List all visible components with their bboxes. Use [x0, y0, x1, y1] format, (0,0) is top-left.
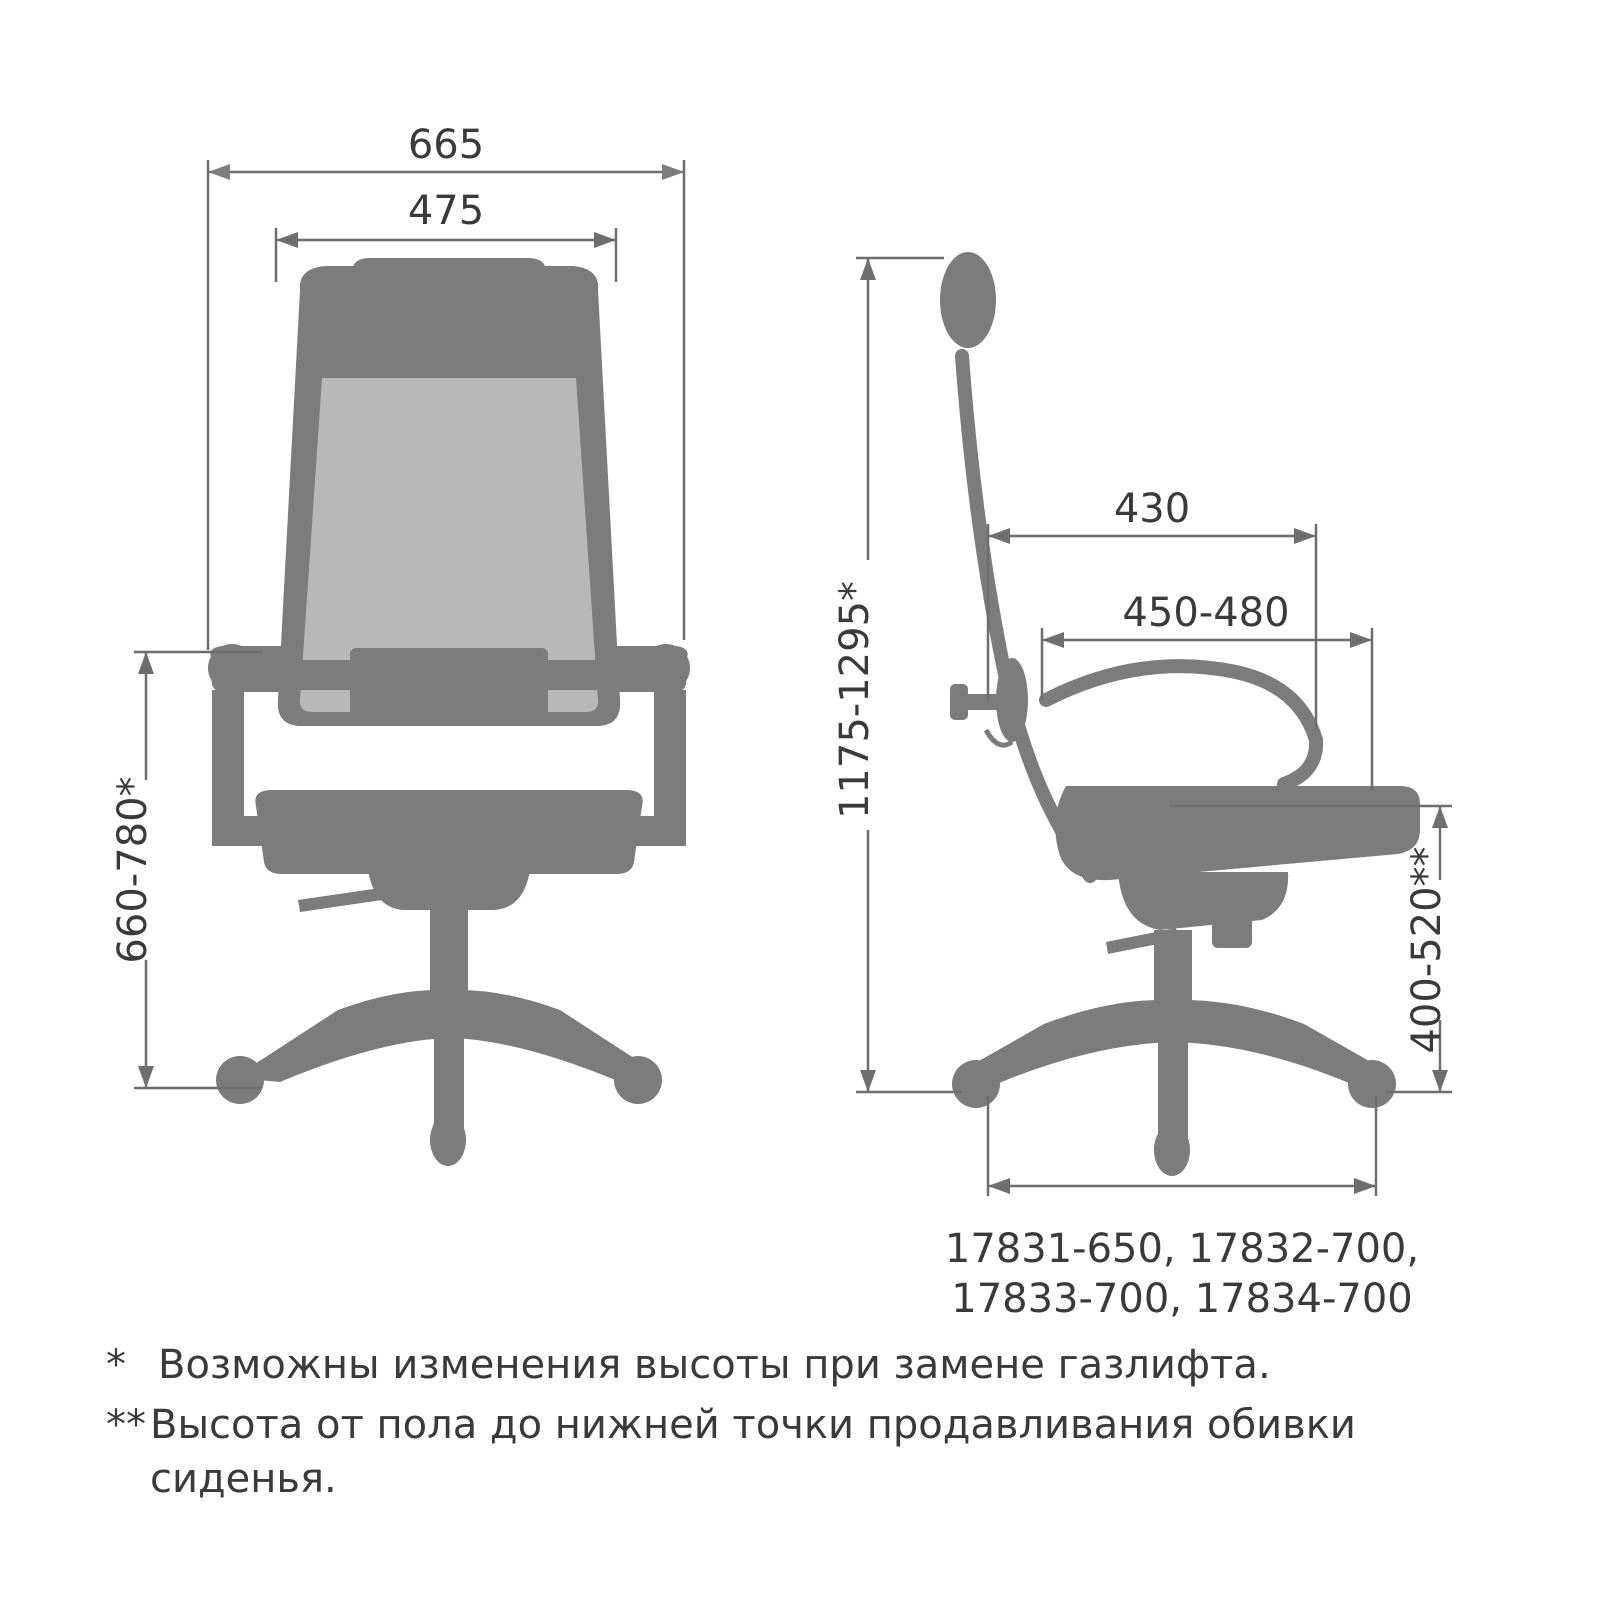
front-caster-left	[216, 1056, 264, 1104]
front-caster-right	[614, 1056, 662, 1104]
side-caster-left	[952, 1060, 1000, 1108]
front-view-chair	[208, 258, 690, 1166]
model-codes	[945, 1226, 1419, 1322]
footnote-marker-1: *	[106, 1342, 126, 1388]
side-tilt-lever	[1212, 892, 1252, 948]
front-seat	[255, 790, 642, 874]
footnote-marker-2: **	[106, 1402, 146, 1448]
dim-front-seat-height: 660-780*	[110, 776, 156, 964]
side-headrest	[940, 252, 996, 348]
model-codes-line-2: 17833-700, 17834-700	[951, 1276, 1413, 1322]
front-mechanism	[368, 870, 530, 910]
side-mechanism	[1118, 872, 1288, 930]
front-arrow-665-right	[662, 164, 684, 180]
dim-seat-depth: 430	[1113, 486, 1191, 532]
side-caster-center	[1154, 1124, 1190, 1176]
dim-overall-depth: 450-480	[1122, 590, 1290, 636]
dim-overall-width: 665	[407, 122, 485, 168]
side-arrow-base-right	[1354, 1178, 1376, 1194]
side-caster-right	[1348, 1060, 1396, 1108]
front-arrow-height-bottom	[138, 1066, 154, 1088]
side-view-chair	[940, 252, 1420, 1176]
side-arrow-seatheight-bottom	[1432, 1070, 1448, 1092]
front-arrow-665-left	[208, 164, 230, 180]
side-armrest-front	[1284, 740, 1316, 784]
side-seat	[1055, 786, 1420, 880]
side-arrow-430-right	[1294, 528, 1316, 544]
front-lumbar-pad	[350, 648, 548, 718]
footnotes	[106, 1342, 1356, 1502]
footnote-text-1: Возможны изменения высоты при замене газлифта.	[158, 1342, 1271, 1388]
side-arrow-seatheight-top	[1432, 806, 1448, 828]
side-armrest-top	[1046, 666, 1316, 740]
dim-back-width: 475	[407, 188, 485, 234]
front-armrest-right-cap	[642, 644, 690, 692]
footnote-text-2-line-2: сиденья.	[150, 1456, 337, 1502]
side-arrow-450-left	[1042, 632, 1064, 648]
front-armrest-left-post	[212, 690, 244, 820]
dim-side-seat-height: 400-520**	[1404, 846, 1450, 1054]
front-caster-center	[430, 1114, 466, 1166]
front-arrow-height-top	[138, 652, 154, 674]
front-arrow-475-right	[594, 232, 616, 248]
dim-total-height: 1175-1295*	[832, 580, 878, 820]
model-codes-line-1: 17831-650, 17832-700,	[944, 1226, 1420, 1272]
side-knob-shaft	[962, 694, 1006, 710]
side-knob-cap	[950, 684, 968, 720]
side-arrow-430-left	[988, 528, 1010, 544]
front-armrest-right-post	[654, 690, 686, 820]
side-arrow-total-bottom	[860, 1070, 876, 1092]
footnote-text-2-line-1: Высота от пола до нижней точки продавливания обивки	[150, 1402, 1356, 1448]
side-arrow-450-right	[1350, 632, 1372, 648]
front-height-lever	[298, 888, 382, 912]
side-arrow-total-top	[860, 258, 876, 280]
side-arrow-base-left	[988, 1178, 1010, 1194]
front-arrow-475-left	[276, 232, 298, 248]
